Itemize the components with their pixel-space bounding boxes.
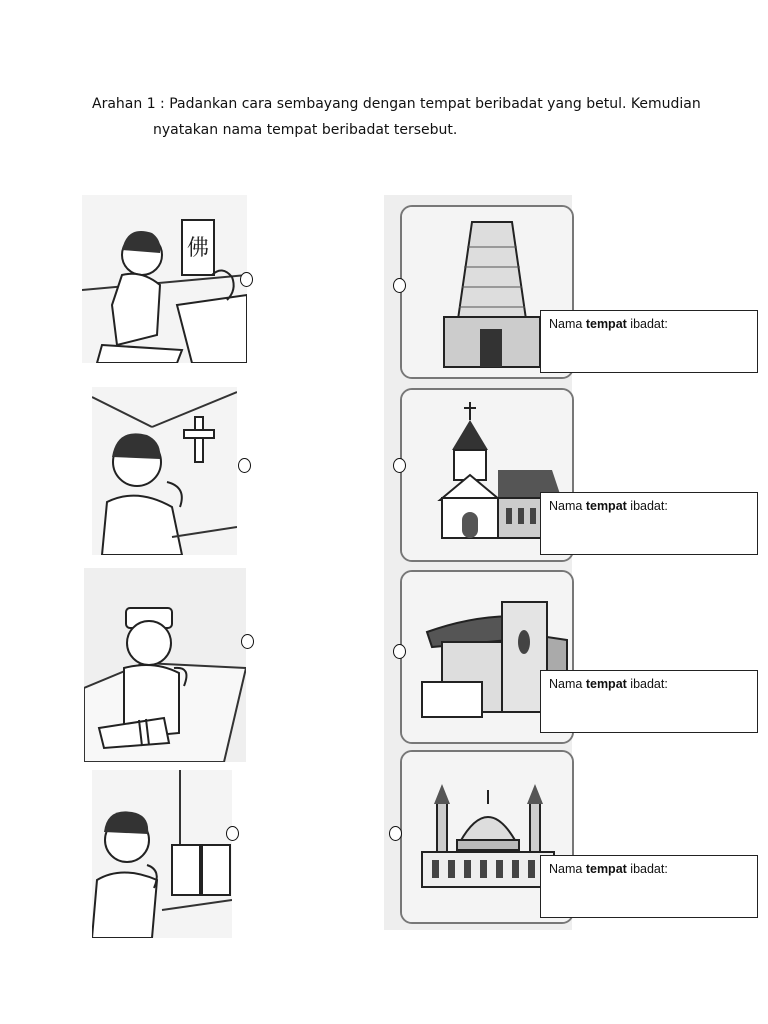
match-dot-right-4[interactable] — [389, 826, 402, 841]
answer-bold: tempat — [585, 317, 627, 331]
match-dot-right-2[interactable] — [393, 458, 406, 473]
answer-bold: tempat — [585, 862, 627, 876]
buddha-symbol: 佛 — [186, 236, 210, 261]
match-dot-right-3[interactable] — [393, 644, 406, 659]
answer-bold: tempat — [585, 677, 627, 691]
match-dot-left-4[interactable] — [226, 826, 239, 841]
answer-prefix: Nama — [549, 499, 586, 513]
answer-prefix: Nama — [549, 677, 586, 691]
answer-suffix: ibadat: — [626, 499, 668, 513]
match-dot-left-1[interactable] — [240, 272, 253, 287]
answer-box-4[interactable] — [540, 855, 758, 918]
answer-box-3[interactable] — [540, 670, 758, 733]
match-dot-left-3[interactable] — [241, 634, 254, 649]
instruction-line-1: Arahan 1 : Padankan cara sembayang dengan tempat beribadat yang betul. Kemudian — [92, 96, 701, 112]
answer-box-2[interactable] — [540, 492, 758, 555]
christian-prayer-picture — [92, 387, 237, 555]
answer-suffix: ibadat: — [626, 862, 668, 876]
match-dot-left-2[interactable] — [238, 458, 251, 473]
answer-bold: tempat — [585, 499, 627, 513]
answer-box-1[interactable] — [540, 310, 758, 373]
hindu-prayer-picture — [92, 770, 232, 938]
muslim-prayer-picture — [84, 568, 246, 762]
match-dot-right-1[interactable] — [393, 278, 406, 293]
buddhist-prayer-picture — [82, 195, 247, 363]
answer-suffix: ibadat: — [626, 317, 668, 331]
answer-prefix: Nama — [549, 862, 586, 876]
answer-prefix: Nama — [549, 317, 586, 331]
answer-suffix: ibadat: — [626, 677, 668, 691]
instruction-line-2: nyatakan nama tempat beribadat tersebut. — [153, 122, 458, 138]
